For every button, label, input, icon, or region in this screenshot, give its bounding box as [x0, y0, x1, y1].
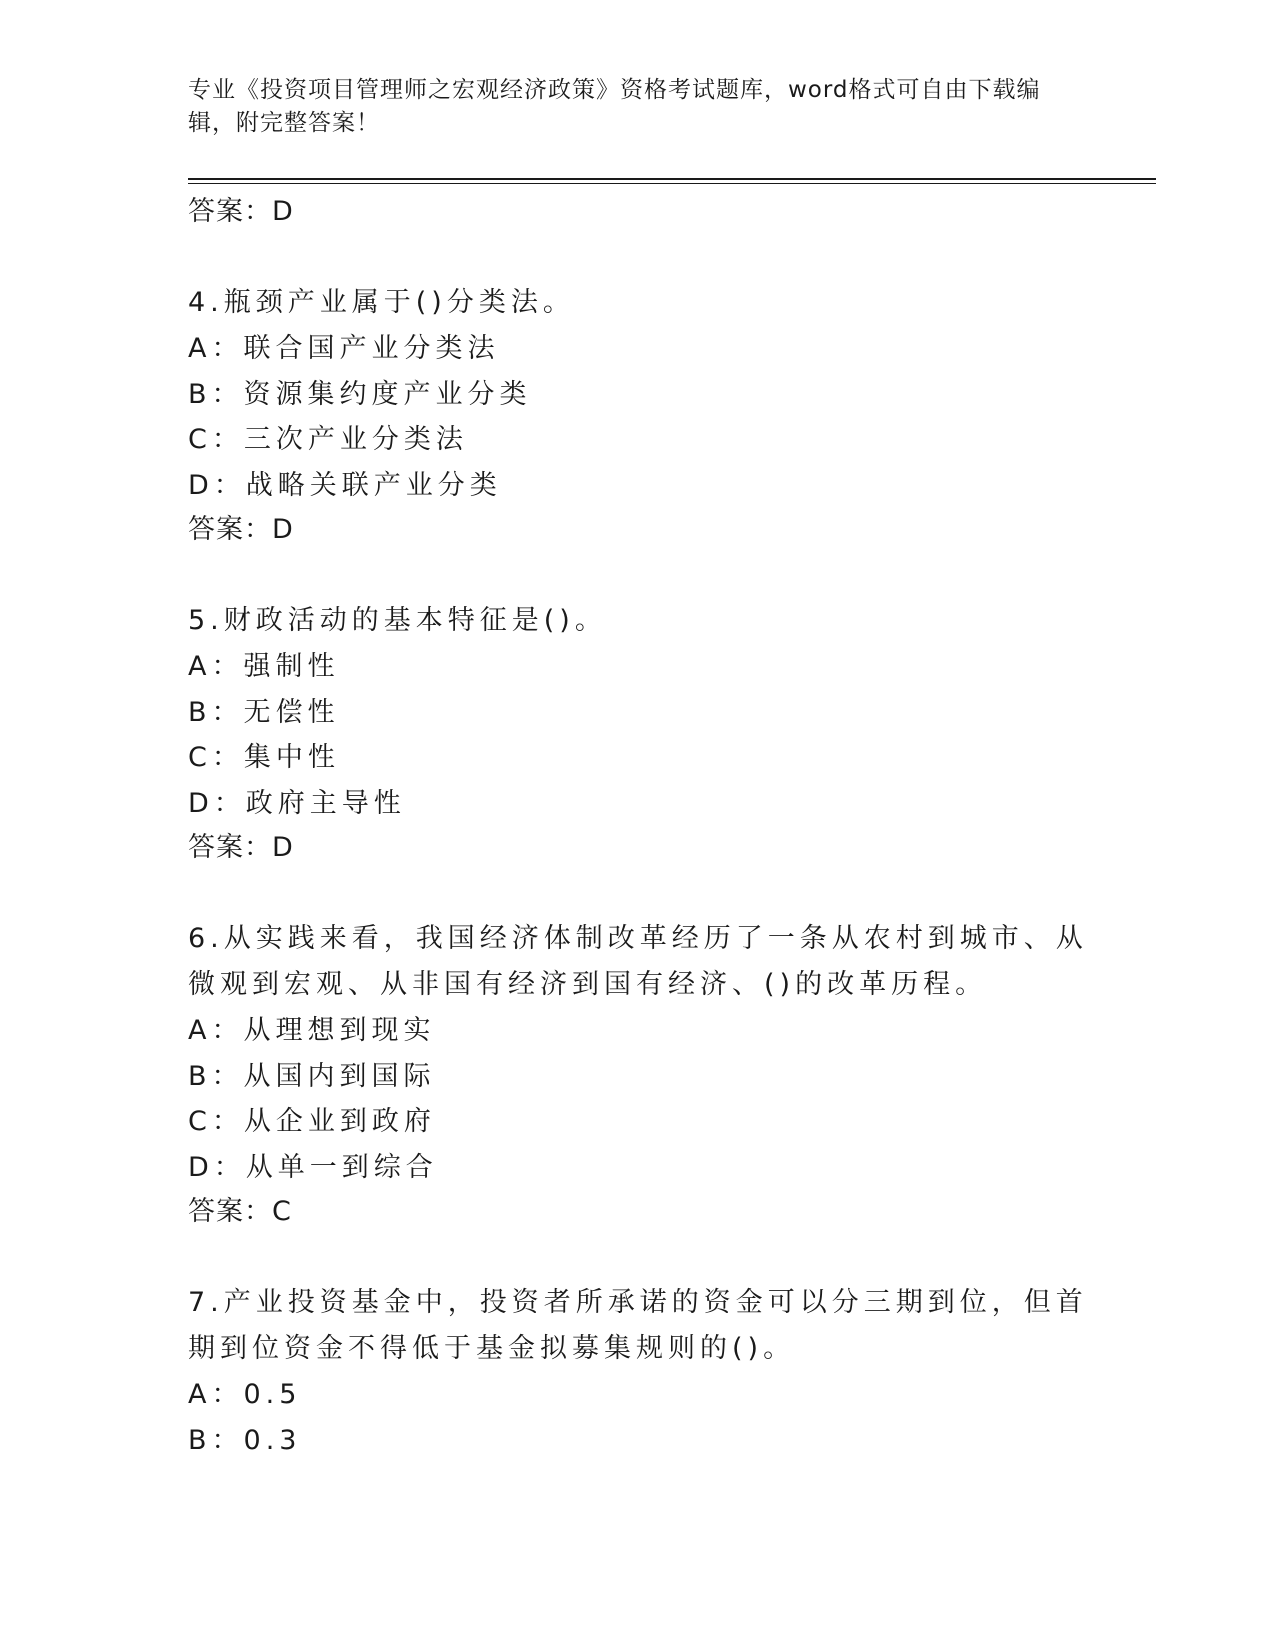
option-a: A：联合国产业分类法	[188, 333, 500, 364]
question-stem: 5.财政活动的基本特征是()。	[188, 605, 607, 636]
option-c: C：从企业到政府	[188, 1106, 436, 1137]
question-stem: 6.从实践来看，我国经济体制改革经历了一条从农村到城市、从微观到宏观、从非国有经济到国有经济、()的改革历程。	[188, 923, 1088, 1000]
question-6	[188, 916, 1088, 1234]
option-a: A：强制性	[188, 651, 340, 682]
header-divider-thick	[188, 178, 1156, 180]
question-stem: 7.产业投资基金中，投资者所承诺的资金可以分三期到位，但首期到位资金不得低于基金拟募集规则的()。	[188, 1287, 1088, 1364]
question-7	[188, 1280, 1088, 1463]
option-b: B：资源集约度产业分类	[188, 378, 532, 410]
option-b: B：0.3	[188, 1424, 302, 1456]
option-b: B：无偿性	[188, 696, 340, 728]
document-header: 专业《投资项目管理师之宏观经济政策》资格考试题库，word格式可自由下载编辑，附完整答案！	[188, 77, 1041, 136]
header-divider-thin	[188, 183, 1156, 184]
question-answer: 答案：D	[188, 514, 294, 545]
option-b: B：从国内到国际	[188, 1060, 436, 1092]
option-d: D：从单一到综合	[188, 1151, 438, 1183]
option-d: D：战略关联产业分类	[188, 469, 502, 501]
question-answer: 答案：D	[188, 832, 294, 863]
option-a: A：0.5	[188, 1379, 302, 1410]
question-stem: 4.瓶颈产业属于()分类法。	[188, 287, 575, 318]
question-list	[188, 190, 1088, 1463]
question-4	[188, 280, 1088, 552]
option-d: D：政府主导性	[188, 787, 406, 819]
option-a: A：从理想到现实	[188, 1015, 436, 1046]
option-c: C：集中性	[188, 742, 340, 773]
question-5	[188, 598, 1088, 870]
option-c: C：三次产业分类法	[188, 424, 468, 455]
question-answer: 答案：C	[188, 1196, 292, 1227]
previous-answer: 答案：D	[188, 196, 294, 227]
